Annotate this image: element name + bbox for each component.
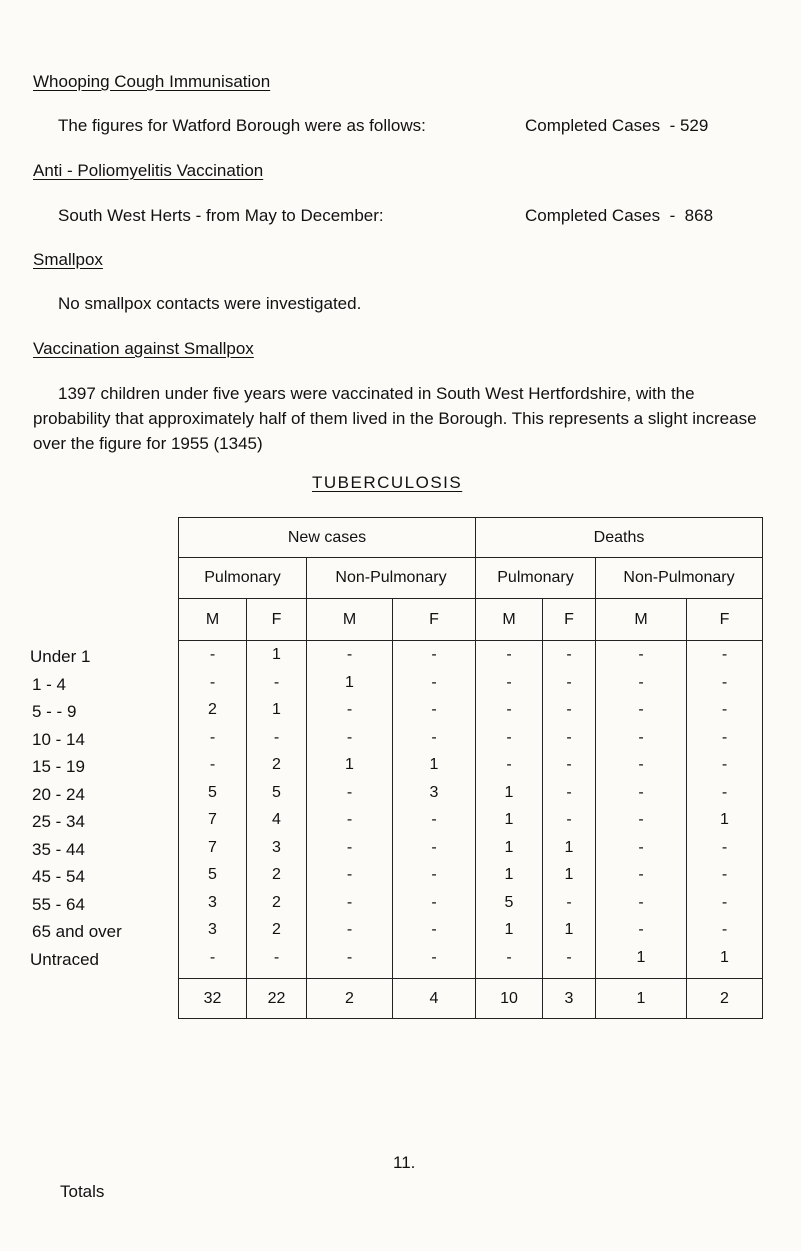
total-cell: 10 [476, 979, 543, 1019]
col-new-pulmonary-f [247, 641, 307, 979]
table-cell: - [566, 783, 572, 801]
table-cell: 1 [345, 673, 354, 691]
table-cell: - [346, 866, 353, 883]
table-cell: - [431, 646, 437, 663]
table-cell: 1 [272, 646, 281, 663]
table-cell: 7 [208, 811, 217, 828]
table-cell: - [638, 728, 644, 746]
table-cell: - [431, 893, 437, 911]
row-label: 55 - 64 [32, 894, 85, 914]
table-cell: 3 [208, 921, 217, 938]
table-cell: - [506, 756, 512, 773]
table-cell: - [638, 866, 644, 883]
table-cell: - [346, 838, 353, 856]
polio-heading: Anti - Poliomyelitis Vaccination [33, 161, 264, 180]
totals-label: Totals [60, 1182, 105, 1201]
header-new-cases: New cases [179, 518, 476, 558]
table-cell: - [273, 728, 280, 746]
table-cell: - [566, 893, 572, 911]
table-cell: - [638, 783, 644, 801]
table-cell: 1 [636, 948, 646, 966]
header-deaths-non-pulmonary: Non-Pulmonary [596, 558, 763, 599]
vaccination-heading: Vaccination against Smallpox [33, 339, 254, 358]
row-label: 65 and over [32, 922, 122, 941]
table-cell: - [566, 728, 572, 746]
table-cell: - [346, 921, 353, 938]
table-cell: - [506, 673, 512, 691]
table-cell: - [721, 646, 728, 663]
table-cell: 2 [208, 701, 217, 718]
polio-result: Completed Cases - 868 [525, 206, 714, 225]
col-new-pulmonary-m [179, 641, 247, 979]
table-cell: - [273, 673, 280, 691]
table-cell: 1 [564, 866, 574, 883]
polio-text: South West Herts - from May to December: [58, 206, 384, 225]
col-new-nonpulmonary-f [393, 641, 476, 979]
table-cell: - [506, 728, 512, 746]
tb-title: TUBERCULOSIS [312, 473, 463, 492]
table-cell: - [566, 756, 572, 773]
table-cell: - [431, 921, 437, 938]
table-cell: - [346, 783, 353, 801]
table-cell: - [431, 811, 437, 828]
table-cell: 5 [208, 783, 217, 801]
row-label: 1 - 4 [32, 674, 67, 694]
whooping-heading: Whooping Cough Immunisation [33, 72, 271, 91]
table-cell: - [721, 756, 728, 773]
row-label: 35 - 44 [32, 839, 85, 859]
table-cell: 1 [504, 866, 514, 883]
table-cell: - [638, 701, 644, 718]
table-cell: - [346, 948, 353, 966]
col-deaths-nonpulmonary-m [596, 641, 687, 979]
table-cell: - [566, 948, 572, 966]
page-number: 11. [393, 1153, 416, 1172]
table-cell: - [721, 838, 728, 856]
table-cell: - [346, 811, 353, 828]
whooping-result: Completed Cases - 529 [525, 116, 709, 135]
table-cell: - [209, 673, 216, 691]
header-female: F [543, 599, 596, 641]
table-cell: - [721, 866, 728, 883]
table-cell: 2 [272, 756, 281, 773]
table-cell: - [431, 728, 437, 746]
table-cell: - [721, 783, 728, 801]
table-cell: - [506, 646, 512, 663]
table-cell: - [209, 756, 216, 773]
table-cell: 3 [429, 783, 439, 801]
table-cell: 1 [564, 838, 574, 856]
header-female: F [687, 599, 763, 641]
table-cell: 1 [720, 948, 729, 966]
table-cell: - [638, 811, 644, 828]
table-cell: - [638, 673, 644, 691]
table-cell: 3 [208, 893, 217, 911]
table-cell: - [209, 646, 216, 663]
table-cell: 1 [504, 921, 514, 938]
table-cell: - [346, 646, 353, 663]
header-male: M [596, 599, 687, 641]
row-label: 10 - 14 [32, 729, 85, 749]
row-label: 15 - 19 [32, 757, 85, 776]
table-cell: 5 [208, 866, 217, 883]
table-cell: 1 [564, 921, 574, 938]
table-cell: - [209, 728, 216, 746]
vaccination-paragraph: 1397 children under five years were vaccinated in South West Hertfordshire, with the probability that approximately half of them lived in the Borough. This represents a slight increase over the figure for 1955 (1345) [33, 384, 757, 453]
tuberculosis-table [178, 517, 763, 1019]
table-cell: - [431, 673, 437, 691]
table-cell: - [431, 866, 437, 883]
table-cell: 5 [504, 893, 514, 911]
header-deaths-pulmonary: Pulmonary [476, 558, 596, 599]
table-cell: 1 [429, 756, 439, 773]
total-cell: 3 [543, 979, 596, 1019]
table-cell: - [506, 701, 512, 718]
table-cell: - [506, 948, 512, 966]
table-cell: 1 [504, 783, 514, 801]
table-cell: - [721, 701, 728, 718]
row-label: 5 - - 9 [32, 702, 77, 721]
col-deaths-nonpulmonary-f [687, 641, 763, 979]
table-cell: 4 [272, 811, 281, 828]
table-cell: - [431, 838, 437, 856]
table-cell: 5 [272, 783, 281, 801]
header-male: M [179, 599, 247, 641]
table-cell: - [566, 701, 572, 718]
table-cell: - [566, 673, 572, 691]
table-cell: - [273, 948, 280, 966]
table-cell: - [721, 728, 728, 746]
table-cell: 1 [272, 701, 281, 718]
table-cell: 1 [504, 811, 514, 828]
row-label: Under 1 [30, 647, 91, 666]
table-cell: 2 [272, 921, 281, 938]
header-male: M [307, 599, 393, 641]
total-cell: 4 [393, 979, 476, 1019]
total-cell: 22 [247, 979, 307, 1019]
table-cell: - [209, 948, 216, 966]
table-cell: - [638, 921, 644, 938]
table-cell: 1 [504, 838, 514, 856]
table-cell: - [721, 673, 728, 691]
header-deaths: Deaths [476, 518, 763, 558]
table-cell: 7 [208, 838, 217, 856]
table-cell: - [566, 646, 572, 663]
col-deaths-pulmonary-m [476, 641, 543, 979]
table-cell: 2 [272, 866, 281, 883]
table-cell: 2 [272, 893, 281, 911]
table-cell: - [638, 756, 644, 773]
row-label: 45 - 54 [32, 867, 85, 886]
table-cell: - [638, 838, 644, 856]
col-deaths-pulmonary-f [543, 641, 596, 979]
table-cell: - [638, 893, 644, 911]
col-new-nonpulmonary-m [307, 641, 393, 979]
total-cell: 2 [307, 979, 393, 1019]
smallpox-text: No smallpox contacts were investigated. [58, 294, 362, 313]
whooping-text: The figures for Watford Borough were as follows: [58, 116, 426, 135]
tb-row-labels [30, 643, 122, 973]
table-cell: - [721, 893, 728, 911]
table-cell: 1 [720, 811, 729, 828]
total-cell: 1 [596, 979, 687, 1019]
table-cell: - [431, 948, 437, 966]
table-cell: - [346, 701, 353, 718]
header-new-non-pulmonary: Non-Pulmonary [307, 558, 476, 599]
table-cell: - [346, 728, 353, 746]
header-female: F [393, 599, 476, 641]
table-cell: 3 [272, 838, 281, 856]
table-cell: - [346, 893, 353, 911]
header-male: M [476, 599, 543, 641]
header-female: F [247, 599, 307, 641]
total-cell: 32 [179, 979, 247, 1019]
table-cell: - [431, 701, 437, 718]
table-cell: - [638, 646, 644, 663]
row-label: 25 - 34 [32, 812, 85, 831]
table-cell: - [566, 811, 572, 828]
header-new-pulmonary: Pulmonary [179, 558, 307, 599]
row-label: 20 - 24 [32, 784, 85, 804]
table-cell: - [721, 921, 728, 938]
smallpox-heading: Smallpox [33, 250, 103, 269]
total-cell: 2 [687, 979, 763, 1019]
row-label: Untraced [30, 949, 99, 969]
table-cell: 1 [345, 756, 354, 773]
